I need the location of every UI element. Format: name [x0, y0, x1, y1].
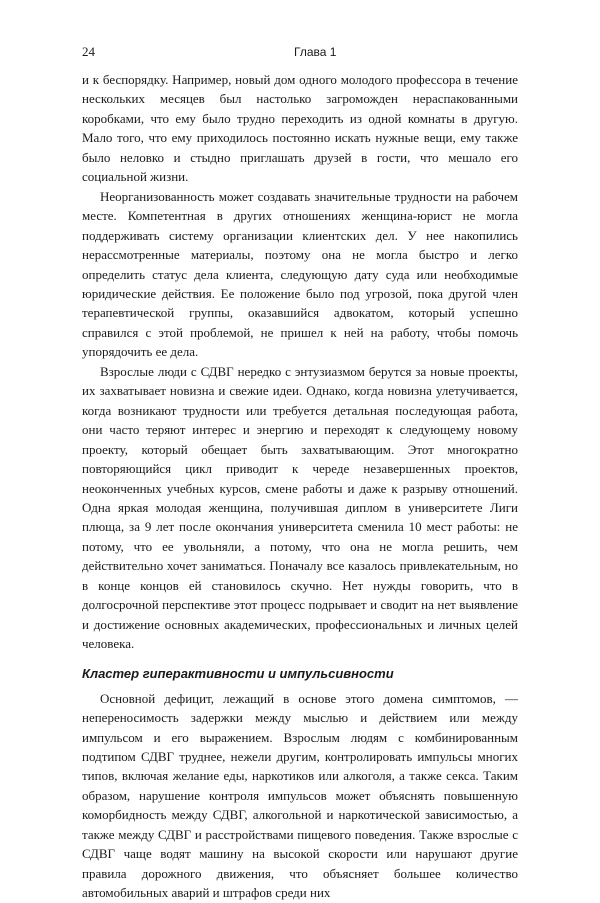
- running-head: [82, 42, 518, 62]
- book-page: [82, 42, 518, 903]
- page-number: 24: [82, 44, 95, 59]
- body-text: [82, 70, 518, 903]
- chapter-title: Глава 1: [294, 45, 337, 59]
- paragraph-1: и к беспорядку. Например, новый дом одного молодого профессора в течение нескольких месяцев был настолько загроможден нераспакованными коробками, что ему было трудно переходить из одной комнаты в другую. Мало того, что ему приходилось постоянно искать нужные вещи, ему также было неловко и стыдно приглашать друзей в гости, что мешало его социальной жизни.: [82, 72, 518, 185]
- section-heading: Кластер гиперактивности и импульсивности: [82, 665, 394, 681]
- paragraph-2: Неорганизованность может создавать значительные трудности на рабочем месте. Компетентная в других отношениях женщина-юрист не могла поддерживать систему организации клиентских дел. У нее накопились нерассмотренные материалы, поэтому она не могла быстро и легко определить статус дела клиента, следующую дату суда или необходимые юридические действия. Ее положение было под угрозой, пока другой член терапевтической группы, оказавшийся адвокатом, который успешно справился с этой проблемой, не пришел к ней на работу, чтобы помочь упорядочить ее дела.: [82, 188, 518, 360]
- paragraph-4: Основной дефицит, лежащий в основе этого домена симптомов, — непереносимость задержки между мыслью и действием или между импульсом и его выражением. Взрослым людям с комбинированным подтипом СДВГ труднее, нежели другим, контролировать импульсы многих типов, включая желание еды, наркотиков или алкоголя, а также секса. Таким образом, нарушение контроля импульсов может объяснять повышенную коморбидность между СДВГ, алкогольной и наркотической зависимостью, а также между СДВГ и расстройствами пищевого поведения. Также взрослые с СДВГ чаще водят машину на высокой скорости или нарушают другие правила дорожного движения, что объясняет большее количество автомобильных аварий и штрафов среди них: [82, 690, 518, 901]
- paragraph-3: Взрослые люди с СДВГ нередко с энтузиазмом берутся за новые проекты, их захватывает новизна и свежие идеи. Однако, когда новизна улетучивается, когда возникают трудности или требуется детальная последующая работа, они часто теряют интерес и энергию и переходят к следующему новому проекту, который обещает быть захватывающим. Этот многократно повторяющийся цикл приводит к череде незавершенных проектов, неоконченных учебных курсов, смене работы и даже к разрыву отношений. Одна яркая молодая женщина, получившая диплом в университете Лиги плюща, за 9 лет после окончания университета сменила 10 мест работы: не потому, что ее увольняли, а потому, что она не могла решить, чем действительно хочет заниматься. Поначалу все казалось привлекательным, но в конце концов ей становилось скучно. Нет нужды говорить, что в долгосрочной перспективе этот процесс подрывает и сводит на нет выявление и достижение основных академических, профессиональных и личных целей человека.: [82, 363, 518, 652]
